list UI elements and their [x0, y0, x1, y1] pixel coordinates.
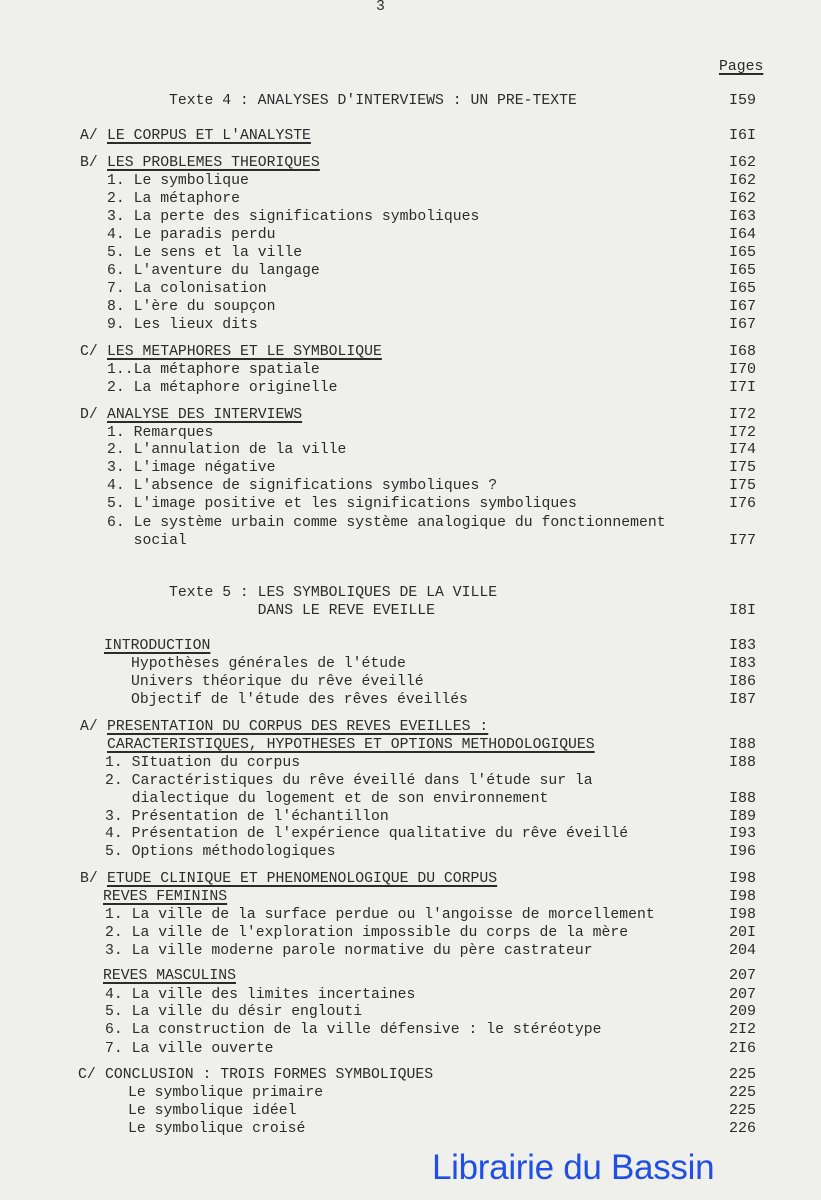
toc-page-number: I98 — [728, 906, 756, 923]
toc-page-number: I76 — [728, 495, 756, 512]
toc-entry-title: 6. L'aventure du langage — [107, 262, 320, 279]
toc-entry-title: Hypothèses générales de l'étude — [131, 655, 406, 672]
toc-page-number: I87 — [728, 691, 756, 708]
toc-page-number: 209 — [728, 1003, 756, 1020]
toc-page-number: I7I — [728, 379, 756, 396]
section-letter: A/ — [80, 718, 98, 735]
toc-page-number: I64 — [728, 226, 756, 243]
toc-page-number: I86 — [728, 673, 756, 690]
toc-page-number: I63 — [728, 208, 756, 225]
toc-entry-title: 5. Le sens et la ville — [107, 244, 303, 261]
toc-entry-title: 5. La ville du désir englouti — [105, 1003, 363, 1020]
toc-page-number: 20I — [728, 924, 756, 941]
toc-entry-title: 3. L'image négative — [107, 459, 276, 476]
section-letter: B/ — [80, 154, 98, 171]
toc-entry-title: 9. Les lieux dits — [107, 316, 258, 333]
toc-entry-title: ETUDE CLINIQUE ET PHENOMENOLOGIQUE DU CORPUS — [107, 870, 498, 887]
toc-entry-title: LES PROBLEMES THEORIQUES — [107, 154, 320, 171]
toc-entry-title: dialectique du logement et de son environnement — [105, 790, 549, 807]
section-letter: C/ — [78, 1066, 96, 1083]
toc-page-number: 225 — [728, 1084, 756, 1101]
toc-entry-title: 8. L'ère du soupçon — [107, 298, 276, 315]
page-number: 3 — [376, 0, 385, 15]
toc-entry-title: DANS LE REVE EVEILLE — [169, 602, 435, 619]
toc-page-number: I70 — [728, 361, 756, 378]
toc-entry-title: 7. La ville ouverte — [105, 1040, 274, 1057]
toc-page-number: I75 — [728, 477, 756, 494]
toc-entry-title: Le symbolique idéel — [128, 1102, 297, 1119]
toc-page-number: I6I — [728, 127, 756, 144]
toc-page-number: 225 — [728, 1102, 756, 1119]
toc-entry-title: 4. L'absence de significations symboliques ? — [107, 477, 498, 494]
toc-entry-title: 2. La métaphore — [107, 190, 241, 207]
toc-entry-title: Univers théorique du rêve éveillé — [131, 673, 424, 690]
toc-entry-title: 1. Remarques — [107, 424, 214, 441]
toc-page-number: I62 — [728, 190, 756, 207]
toc-entry-title: ANALYSE DES INTERVIEWS — [107, 406, 303, 423]
toc-entry-title: 2. La ville de l'exploration impossible du corps de la mère — [105, 924, 629, 941]
section-letter: B/ — [80, 870, 98, 887]
toc-entry-title: 1. SItuation du corpus — [105, 754, 301, 771]
toc-entry-title: PRESENTATION DU CORPUS DES REVES EVEILLES : — [107, 718, 489, 735]
toc-entry-title: 1. La ville de la surface perdue ou l'angoisse de morcellement — [105, 906, 655, 923]
toc-page-number: I72 — [728, 424, 756, 441]
toc-page-number: I75 — [728, 459, 756, 476]
toc-page-number: I83 — [728, 637, 756, 654]
toc-entry-title: CARACTERISTIQUES, HYPOTHESES ET OPTIONS METHODOLOGIQUES — [107, 736, 595, 753]
toc-page-number: I62 — [728, 154, 756, 171]
toc-page-number: 225 — [728, 1066, 756, 1083]
toc-entry-title: 6. La construction de la ville défensive : le stéréotype — [105, 1021, 602, 1038]
toc-entry-title: Texte 4 : ANALYSES D'INTERVIEWS : UN PRE-TEXTE — [169, 92, 577, 109]
toc-entry-title: REVES FEMININS — [103, 888, 228, 905]
toc-entry-title: 3. Présentation de l'échantillon — [105, 808, 389, 825]
pages-column-header: Pages — [719, 58, 764, 75]
toc-page-number: I88 — [728, 754, 756, 771]
toc-entry-title: 3. La perte des significations symboliques — [107, 208, 480, 225]
toc-page-number: I98 — [728, 888, 756, 905]
toc-page-number: 226 — [728, 1120, 756, 1137]
toc-entry-title: 3. La ville moderne parole normative du père castrateur — [105, 942, 593, 959]
toc-entry-title: 1..La métaphore spatiale — [107, 361, 320, 378]
toc-page-number: I59 — [728, 92, 756, 109]
watermark: Librairie du Bassin — [432, 1148, 715, 1187]
toc-page-number: I96 — [728, 843, 756, 860]
toc-entry-title: Le symbolique primaire — [128, 1084, 324, 1101]
toc-entry-title: Texte 5 : LES SYMBOLIQUES DE LA VILLE — [169, 584, 498, 601]
toc-page-number: I67 — [728, 298, 756, 315]
toc-page-number: I62 — [728, 172, 756, 189]
toc-page-number: I8I — [728, 602, 756, 619]
toc-entry-title: 6. Le système urbain comme système analogique du fonctionnement — [107, 514, 666, 531]
toc-page-number: I93 — [728, 825, 756, 842]
toc-entry-title: CONCLUSION : TROIS FORMES SYMBOLIQUES — [105, 1066, 434, 1083]
toc-entry-title: 7. La colonisation — [107, 280, 267, 297]
toc-page-number: I98 — [728, 870, 756, 887]
toc-entry-title: Le symbolique croisé — [128, 1120, 306, 1137]
section-letter: C/ — [80, 343, 98, 360]
toc-page-number: 207 — [728, 967, 756, 984]
toc-page-number: I89 — [728, 808, 756, 825]
toc-entry-title: 4. Présentation de l'expérience qualitative du rêve éveillé — [105, 825, 629, 842]
toc-page-number: I83 — [728, 655, 756, 672]
toc-entry-title: 1. Le symbolique — [107, 172, 249, 189]
toc-page-number: 207 — [728, 986, 756, 1003]
toc-page-number: I88 — [728, 736, 756, 753]
toc-page-number: I72 — [728, 406, 756, 423]
toc-page-number: I65 — [728, 262, 756, 279]
toc-entry-title: 4. La ville des limites incertaines — [105, 986, 416, 1003]
toc-entry-title: 2. Caractéristiques du rêve éveillé dans l'étude sur la — [105, 772, 593, 789]
toc-page-number: 2I2 — [728, 1021, 756, 1038]
toc-entry-title: REVES MASCULINS — [103, 967, 237, 984]
toc-entry-title: 2. L'annulation de la ville — [107, 441, 347, 458]
toc-page-number: I65 — [728, 244, 756, 261]
toc-page-number: I67 — [728, 316, 756, 333]
toc-entry-title: Objectif de l'étude des rêves éveillés — [131, 691, 468, 708]
toc-page-number: I77 — [728, 532, 756, 549]
toc-page-number: I74 — [728, 441, 756, 458]
toc-page-number: I65 — [728, 280, 756, 297]
toc-entry-title: 2. La métaphore originelle — [107, 379, 338, 396]
toc-entry-title: 4. Le paradis perdu — [107, 226, 276, 243]
toc-page-number: 2I6 — [728, 1040, 756, 1057]
toc-entry-title: INTRODUCTION — [104, 637, 211, 654]
toc-entry-title: 5. Options méthodologiques — [105, 843, 336, 860]
section-letter: D/ — [80, 406, 98, 423]
section-letter: A/ — [80, 127, 98, 144]
toc-page-number: I68 — [728, 343, 756, 360]
toc-entry-title: LES METAPHORES ET LE SYMBOLIQUE — [107, 343, 382, 360]
toc-entry-title: 5. L'image positive et les significations symboliques — [107, 495, 577, 512]
toc-entry-title: social — [107, 532, 187, 549]
toc-page-number: I88 — [728, 790, 756, 807]
toc-page-number: 204 — [728, 942, 756, 959]
toc-entry-title: LE CORPUS ET L'ANALYSTE — [107, 127, 311, 144]
